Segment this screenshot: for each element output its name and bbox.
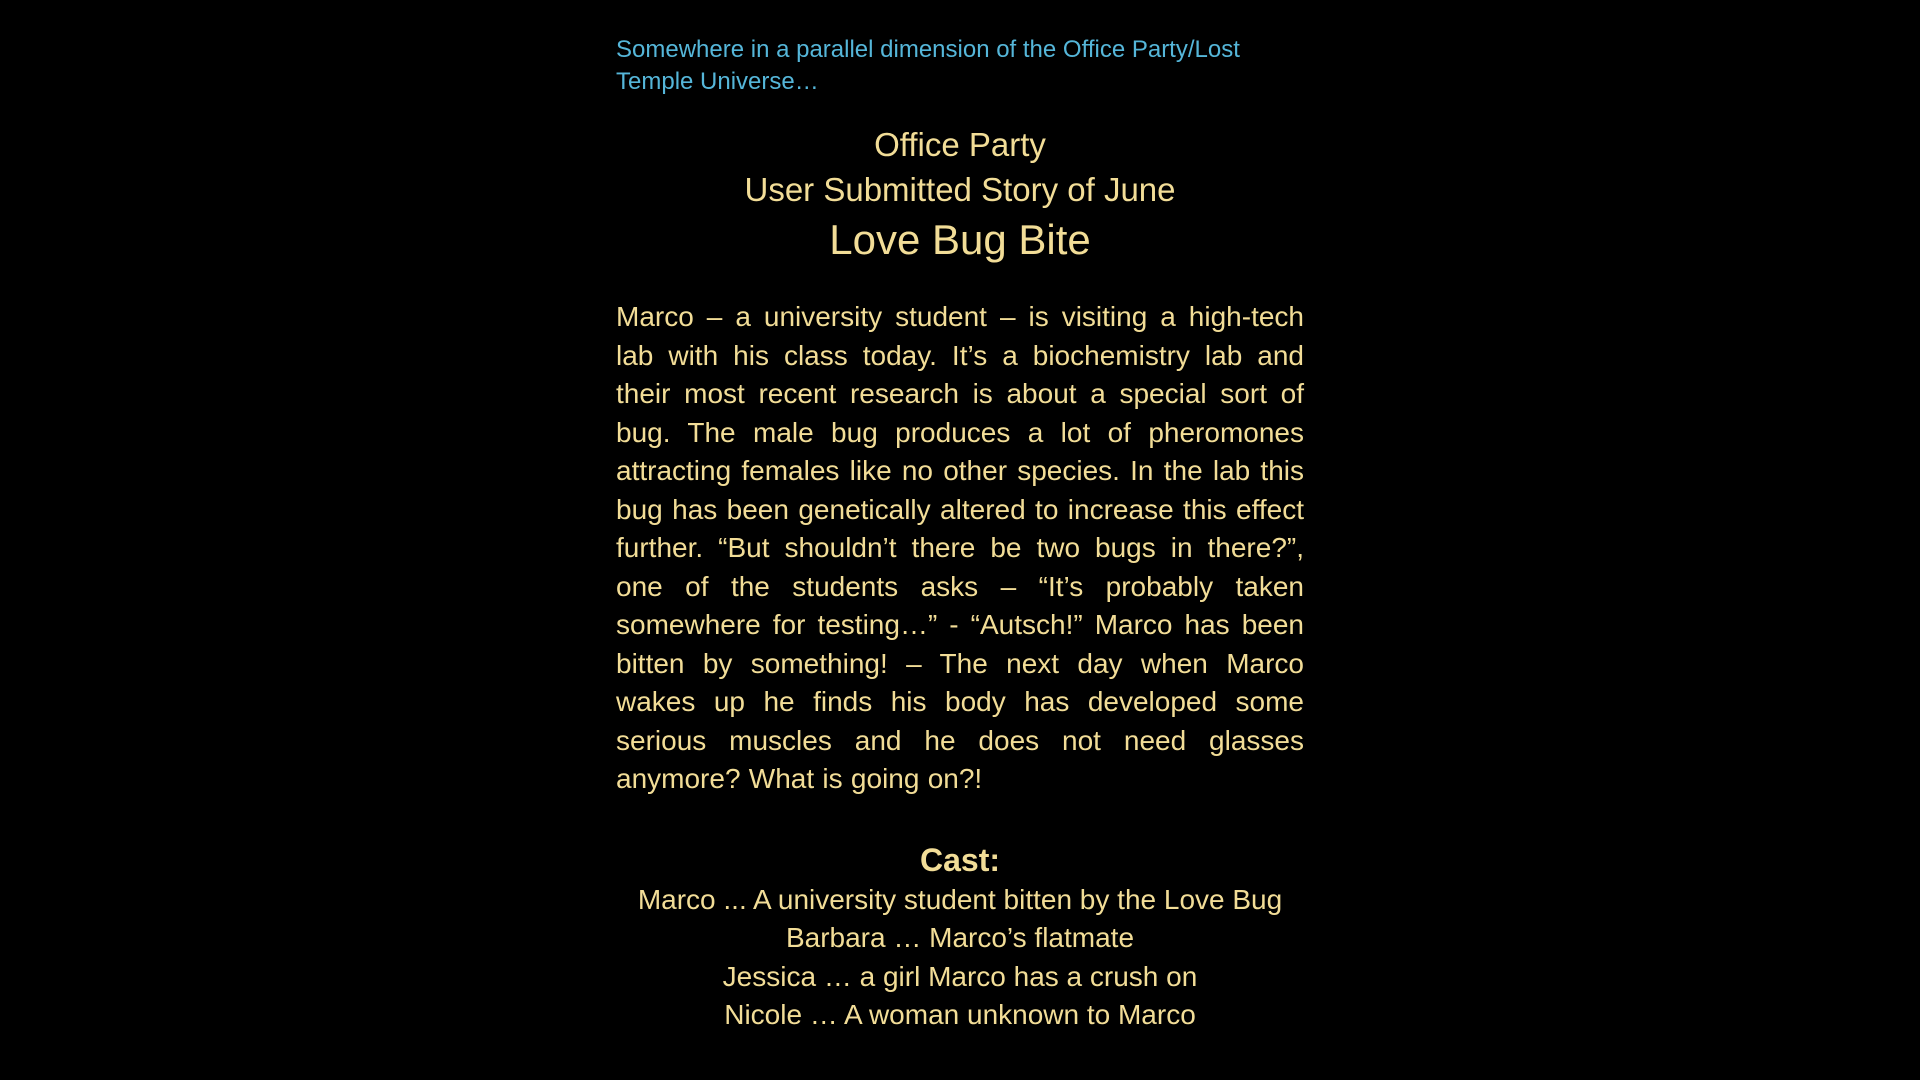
story-synopsis: Marco – a university student – is visiting a high-tech lab with his class today. It’s a biochemistry lab and their most recent research is about a special sort of bug. The male bug produces a lot of pheromones attracting females like no other species. In the lab this bug has been genetically altered to increase this effect further. “But shouldn’t there be two bugs in there?”, one of the students asks – “It’s probably taken somewhere for testing…” - “Autsch!” Marco has been bitten by something! – The next day when Marco wakes up he finds his body has developed some serious muscles and he does not need glasses anymore? What is going on?!: [616, 301, 1304, 794]
cast-member: Nicole … A woman unknown to Marco: [724, 999, 1196, 1030]
cast-heading: Cast:: [919, 841, 1000, 878]
text-column: [616, 34, 1304, 1035]
story-subtitle: User Submitted Story of June: [744, 171, 1176, 208]
cast-member: Jessica … a girl Marco has a crush on: [722, 960, 1198, 992]
cast-member: Barbara … Marco’s flatmate: [785, 922, 1135, 953]
cast-list: [616, 881, 1304, 1035]
title-block: [616, 122, 1304, 268]
story-title: Love Bug Bite: [829, 216, 1091, 263]
intro-text: Somewhere in a parallel dimension of the Office Party/Lost Temple Universe…: [616, 36, 1240, 95]
cast-member: Marco ... A university student bitten by the Love Bug: [637, 883, 1283, 915]
series-title: Office Party: [874, 126, 1046, 163]
